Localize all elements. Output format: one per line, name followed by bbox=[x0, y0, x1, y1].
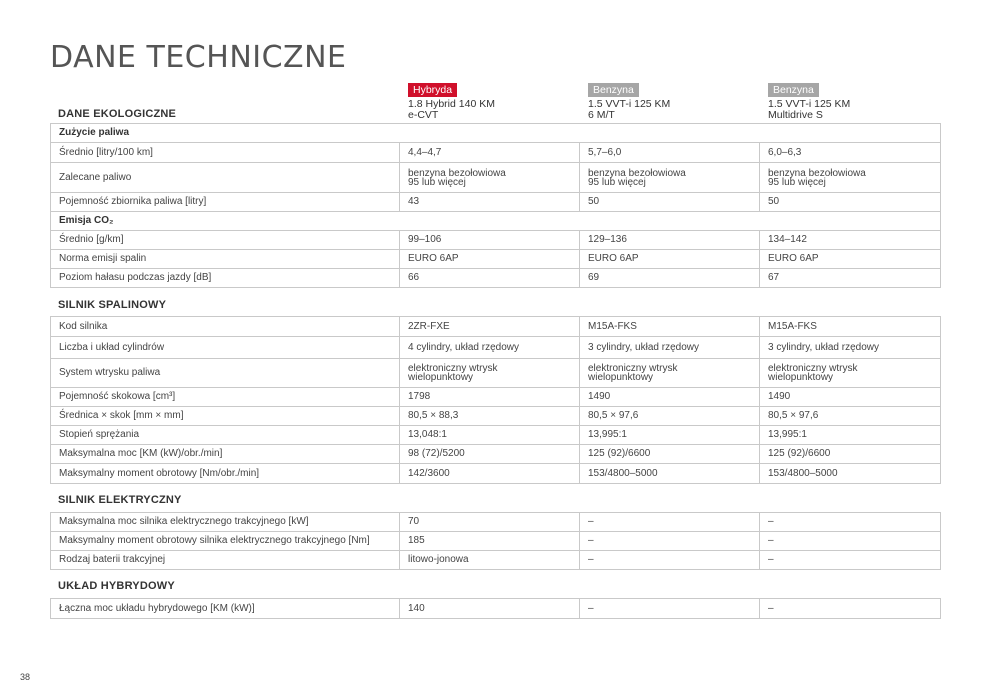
cell-hybrid: 140 bbox=[400, 599, 580, 619]
cell-petrol-cvt: – bbox=[760, 513, 941, 532]
cell-hybrid: 66 bbox=[400, 269, 580, 288]
table-row bbox=[51, 337, 941, 359]
table-row bbox=[51, 464, 941, 484]
cell-petrol-cvt: elektroniczny wtrysk wielopunktowy bbox=[760, 359, 941, 388]
cell-petrol-cvt: 1490 bbox=[760, 388, 941, 407]
row-label: Średnica × skok [mm × mm] bbox=[51, 407, 400, 426]
cell-petrol-cvt: 134–142 bbox=[760, 231, 941, 250]
subheader-co2: Emisja CO₂ bbox=[51, 212, 941, 231]
cell-petrol-cvt: – bbox=[760, 532, 941, 551]
page-number: 38 bbox=[20, 672, 31, 682]
row-label: Średnio [g/km] bbox=[51, 231, 400, 250]
section-title-electric: SILNIK ELEKTRYCZNY bbox=[58, 494, 182, 506]
table-row bbox=[51, 269, 941, 288]
row-label: Rodzaj baterii trakcyjnej bbox=[51, 551, 400, 570]
variant-header-hybrid bbox=[408, 83, 495, 121]
section-title-eco: DANE EKOLOGICZNE bbox=[58, 108, 177, 120]
cell-petrol-mt: – bbox=[580, 532, 760, 551]
row-label: Liczba i układ cylindrów bbox=[51, 337, 400, 359]
cell-hybrid: benzyna bezołowiowa 95 lub więcej bbox=[400, 163, 580, 193]
row-label: Maksymalna moc [KM (kW)/obr./min] bbox=[51, 445, 400, 464]
cell-petrol-cvt: 3 cylindry, układ rzędowy bbox=[760, 337, 941, 359]
section-title-engine: SILNIK SPALINOWY bbox=[58, 299, 167, 311]
table-row bbox=[51, 143, 941, 163]
cell-petrol-cvt: 13,995:1 bbox=[760, 426, 941, 445]
row-label: Pojemność skokowa [cm³] bbox=[51, 388, 400, 407]
electric-table bbox=[50, 512, 941, 570]
variant-header-petrol-mt bbox=[588, 83, 670, 121]
eco-table bbox=[50, 123, 941, 288]
cell-petrol-mt: 50 bbox=[580, 193, 760, 212]
variant-transmission: e-CVT bbox=[408, 109, 439, 121]
cell-petrol-cvt: 80,5 × 97,6 bbox=[760, 407, 941, 426]
variant-engine: 1.5 VVT-i 125 KM bbox=[588, 98, 671, 110]
variant-transmission: 6 M/T bbox=[588, 109, 615, 121]
cell-petrol-mt: 1490 bbox=[580, 388, 760, 407]
cell-petrol-mt: 69 bbox=[580, 269, 760, 288]
cell-petrol-mt: 129–136 bbox=[580, 231, 760, 250]
cell-petrol-mt: 5,7–6,0 bbox=[580, 143, 760, 163]
cell-petrol-cvt: – bbox=[760, 551, 941, 570]
cell-petrol-cvt: EURO 6AP bbox=[760, 250, 941, 269]
petrol-badge: Benzyna bbox=[588, 83, 639, 97]
variant-header-petrol-cvt bbox=[768, 83, 850, 121]
variant-engine: 1.8 Hybrid 140 KM bbox=[408, 98, 495, 110]
row-label: Średnio [litry/100 km] bbox=[51, 143, 400, 163]
cell-petrol-cvt: 50 bbox=[760, 193, 941, 212]
subheader-row bbox=[51, 124, 941, 143]
hybrid-badge: Hybryda bbox=[408, 83, 457, 97]
cell-hybrid: 2ZR-FXE bbox=[400, 317, 580, 337]
table-row bbox=[51, 317, 941, 337]
table-row bbox=[51, 388, 941, 407]
table-row bbox=[51, 426, 941, 445]
cell-petrol-mt: – bbox=[580, 551, 760, 570]
variant-engine: 1.5 VVT-i 125 KM bbox=[768, 98, 851, 110]
row-label: Zalecane paliwo bbox=[51, 163, 400, 193]
variant-transmission: Multidrive S bbox=[768, 109, 823, 121]
cell-petrol-cvt: 153/4800–5000 bbox=[760, 464, 941, 484]
cell-petrol-mt: – bbox=[580, 513, 760, 532]
cell-hybrid: 13,048:1 bbox=[400, 426, 580, 445]
table-row bbox=[51, 359, 941, 388]
row-label: Norma emisji spalin bbox=[51, 250, 400, 269]
row-label: Maksymalny moment obrotowy [Nm/obr./min] bbox=[51, 464, 400, 484]
cell-petrol-cvt: M15A-FKS bbox=[760, 317, 941, 337]
table-row bbox=[51, 250, 941, 269]
cell-petrol-mt: M15A-FKS bbox=[580, 317, 760, 337]
table-row bbox=[51, 599, 941, 619]
row-label: Łączna moc układu hybrydowego [KM (kW)] bbox=[51, 599, 400, 619]
cell-petrol-mt: EURO 6AP bbox=[580, 250, 760, 269]
cell-petrol-mt: benzyna bezołowiowa 95 lub więcej bbox=[580, 163, 760, 193]
subheader-fuel: Zużycie paliwa bbox=[51, 124, 941, 143]
cell-hybrid: 80,5 × 88,3 bbox=[400, 407, 580, 426]
table-row bbox=[51, 445, 941, 464]
section-title-hybrid: UKŁAD HYBRYDOWY bbox=[58, 580, 175, 592]
cell-hybrid: 1798 bbox=[400, 388, 580, 407]
cell-petrol-mt: 13,995:1 bbox=[580, 426, 760, 445]
table-row bbox=[51, 551, 941, 570]
cell-petrol-cvt: 67 bbox=[760, 269, 941, 288]
cell-petrol-mt: 80,5 × 97,6 bbox=[580, 407, 760, 426]
row-label: Pojemność zbiornika paliwa [litry] bbox=[51, 193, 400, 212]
petrol-badge: Benzyna bbox=[768, 83, 819, 97]
cell-petrol-cvt: 125 (92)/6600 bbox=[760, 445, 941, 464]
row-label: Kod silnika bbox=[51, 317, 400, 337]
cell-hybrid: 98 (72)/5200 bbox=[400, 445, 580, 464]
row-label: System wtrysku paliwa bbox=[51, 359, 400, 388]
subheader-row bbox=[51, 212, 941, 231]
cell-petrol-mt: 125 (92)/6600 bbox=[580, 445, 760, 464]
table-row bbox=[51, 513, 941, 532]
table-row bbox=[51, 231, 941, 250]
cell-hybrid: litowo-jonowa bbox=[400, 551, 580, 570]
cell-hybrid: 4 cylindry, układ rzędowy bbox=[400, 337, 580, 359]
row-label: Poziom hałasu podczas jazdy [dB] bbox=[51, 269, 400, 288]
cell-petrol-cvt: benzyna bezołowiowa 95 lub więcej bbox=[760, 163, 941, 193]
cell-hybrid: EURO 6AP bbox=[400, 250, 580, 269]
row-label: Maksymalna moc silnika elektrycznego trakcyjnego [kW] bbox=[51, 513, 400, 532]
cell-petrol-mt: elektroniczny wtrysk wielopunktowy bbox=[580, 359, 760, 388]
engine-table bbox=[50, 316, 941, 484]
table-row bbox=[51, 407, 941, 426]
cell-hybrid: 99–106 bbox=[400, 231, 580, 250]
table-row bbox=[51, 163, 941, 193]
cell-hybrid: elektroniczny wtrysk wielopunktowy bbox=[400, 359, 580, 388]
cell-petrol-cvt: 6,0–6,3 bbox=[760, 143, 941, 163]
hybrid-table bbox=[50, 598, 941, 619]
table-row bbox=[51, 532, 941, 551]
row-label: Maksymalny moment obrotowy silnika elektrycznego trakcyjnego [Nm] bbox=[51, 532, 400, 551]
cell-hybrid: 142/3600 bbox=[400, 464, 580, 484]
row-label: Stopień sprężania bbox=[51, 426, 400, 445]
cell-petrol-cvt: – bbox=[760, 599, 941, 619]
cell-petrol-mt: 153/4800–5000 bbox=[580, 464, 760, 484]
cell-hybrid: 185 bbox=[400, 532, 580, 551]
cell-petrol-mt: – bbox=[580, 599, 760, 619]
cell-hybrid: 70 bbox=[400, 513, 580, 532]
cell-petrol-mt: 3 cylindry, układ rzędowy bbox=[580, 337, 760, 359]
page-title: DANE TECHNICZNE bbox=[50, 40, 347, 75]
table-row bbox=[51, 193, 941, 212]
cell-hybrid: 4,4–4,7 bbox=[400, 143, 580, 163]
cell-hybrid: 43 bbox=[400, 193, 580, 212]
